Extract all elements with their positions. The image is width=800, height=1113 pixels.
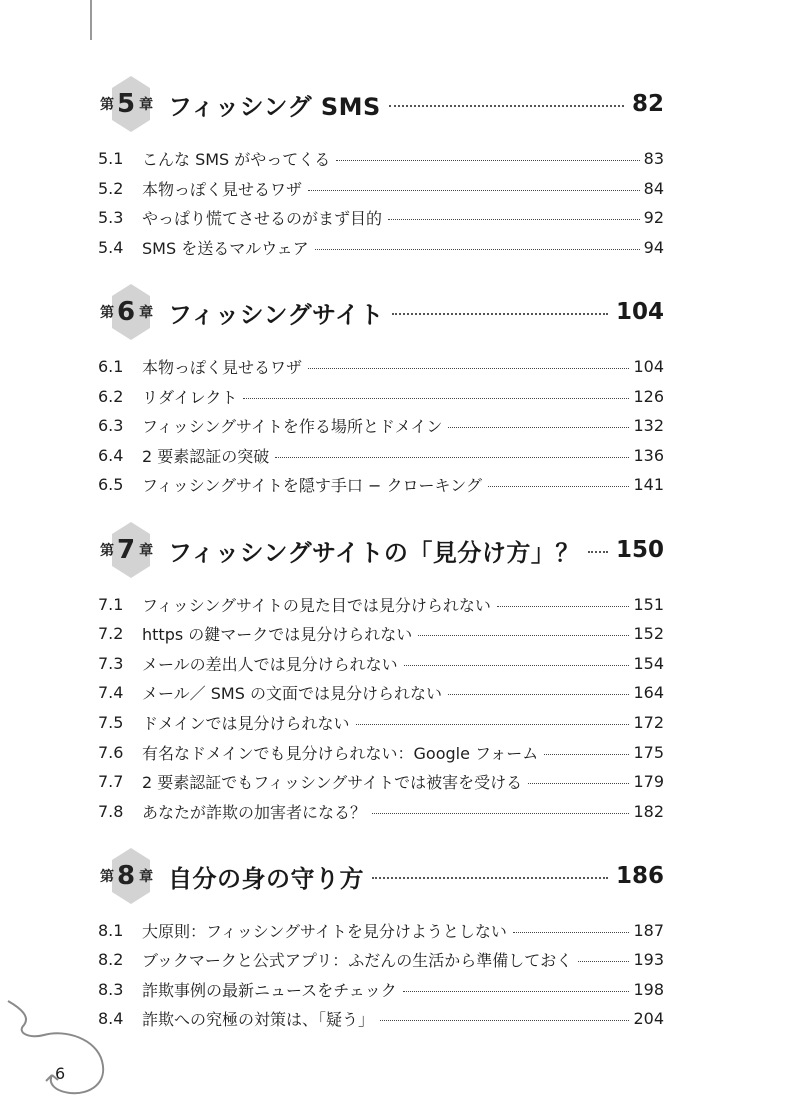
- dot-leader: [275, 457, 629, 458]
- chapter-badge: [98, 846, 164, 906]
- section-page: 104: [633, 356, 664, 376]
- section-page: 154: [633, 653, 664, 673]
- dot-leader: [588, 551, 608, 553]
- chapter-heading-7: [98, 520, 664, 580]
- section-title: フィッシングサイトを隠す手口 − クローキング: [142, 475, 482, 495]
- section-page: 83: [643, 148, 664, 168]
- chapter-title: 自分の身の守り方: [168, 864, 364, 893]
- section-page: 175: [633, 742, 664, 762]
- toc-entry: [98, 739, 664, 765]
- toc-entry: [98, 620, 664, 646]
- section-page: 164: [633, 682, 664, 702]
- dot-leader: [372, 877, 608, 879]
- section-page: 141: [633, 474, 664, 494]
- toc-entry: [98, 204, 664, 230]
- section-title: ブックマークと公式アプリ：ふだんの生活から準備しておく: [142, 950, 573, 970]
- section-number: 7.5: [98, 712, 124, 732]
- chapter-title: フィッシングサイト: [168, 300, 384, 329]
- section-page: 126: [633, 386, 664, 406]
- chapter-page: 150: [615, 537, 664, 563]
- section-title: 詐欺事例の最新ニュースをチェック: [142, 980, 397, 1000]
- chapter-heading-5: [98, 74, 664, 134]
- dot-leader: [544, 754, 629, 755]
- section-number: 5.4: [98, 237, 124, 257]
- section-number: 8.3: [98, 979, 124, 999]
- section-title: 大原則：フィッシングサイトを見分けようとしない: [142, 921, 507, 941]
- toc-entry: [98, 976, 664, 1002]
- fish-hook-icon: [4, 995, 114, 1100]
- section-title: あなたが詐欺の加害者になる？: [142, 802, 367, 822]
- dot-leader: [372, 813, 629, 814]
- section-page: 182: [633, 801, 664, 821]
- chapter-number: 7: [117, 535, 136, 565]
- toc-entry: [98, 383, 664, 409]
- section-number: 5.2: [98, 178, 124, 198]
- toc-entry: [98, 145, 664, 171]
- chapter-page: 82: [631, 91, 664, 117]
- section-number: 6.5: [98, 474, 124, 494]
- dot-leader: [388, 219, 640, 220]
- toc-entry: [98, 234, 664, 260]
- section-number: 5.3: [98, 207, 124, 227]
- dot-leader: [308, 190, 640, 191]
- section-page: 187: [633, 920, 664, 940]
- dot-leader: [336, 160, 639, 161]
- section-page: 132: [633, 415, 664, 435]
- page-number: 6: [55, 1064, 66, 1083]
- dot-leader: [448, 694, 629, 695]
- section-title: やっぱり慌てさせるのがまず目的: [142, 208, 383, 228]
- dot-leader: [403, 991, 630, 992]
- chapter-title: フィッシングサイトの「見分け方」？: [168, 538, 580, 567]
- section-title: 本物っぽく見せるワザ: [142, 357, 303, 377]
- section-number: 8.2: [98, 949, 124, 969]
- section-title: https の鍵マークでは見分けられない: [142, 624, 413, 644]
- dot-leader: [528, 783, 629, 784]
- dot-leader: [389, 105, 624, 107]
- section-number: 6.1: [98, 356, 124, 376]
- dot-leader: [380, 1020, 629, 1021]
- section-page: 198: [633, 979, 664, 999]
- section-title: フィッシングサイトを作る場所とドメイン: [142, 416, 443, 436]
- toc-entry: [98, 412, 664, 438]
- section-number: 8.4: [98, 1008, 124, 1028]
- dot-leader: [315, 249, 640, 250]
- section-page: 193: [633, 949, 664, 969]
- chapter-prefix: 第: [100, 869, 114, 885]
- chapter-number: 8: [117, 861, 136, 891]
- chapter-suffix: 章: [139, 869, 154, 885]
- section-number: 7.7: [98, 771, 124, 791]
- toc-entry: [98, 946, 664, 972]
- section-number: 7.1: [98, 594, 124, 614]
- section-page: 94: [643, 237, 664, 257]
- chapter-prefix: 第: [100, 543, 114, 559]
- chapter-heading-6: [98, 282, 664, 342]
- section-title: ドメインでは見分けられない: [142, 713, 350, 733]
- section-title: リダイレクト: [142, 387, 238, 407]
- toc-entry: [98, 709, 664, 735]
- section-number: 7.8: [98, 801, 124, 821]
- toc-entry: [98, 650, 664, 676]
- section-number: 5.1: [98, 148, 124, 168]
- chapter-suffix: 章: [139, 305, 154, 321]
- dot-leader: [497, 606, 630, 607]
- section-title: フィッシングサイトの見た目では見分けられない: [142, 595, 491, 615]
- section-title: こんな SMS がやってくる: [142, 149, 331, 169]
- chapter-suffix: 章: [139, 543, 154, 559]
- section-title: 有名なドメインでも見分けられない：Google フォーム: [142, 743, 539, 763]
- toc-entry: [98, 1005, 664, 1031]
- section-page: 136: [633, 445, 664, 465]
- toc-entry: [98, 917, 664, 943]
- top-margin-rule: [90, 0, 92, 40]
- section-page: 172: [633, 712, 664, 732]
- toc-entry: [98, 353, 664, 379]
- toc-entry: [98, 591, 664, 617]
- dot-leader: [488, 486, 629, 487]
- chapter-suffix: 章: [139, 97, 154, 113]
- section-number: 7.4: [98, 682, 124, 702]
- toc-entry: [98, 679, 664, 705]
- chapter-prefix: 第: [100, 97, 114, 113]
- section-page: 84: [643, 178, 664, 198]
- chapter-number: 6: [117, 297, 136, 327]
- section-page: 204: [633, 1008, 664, 1028]
- toc-entry: [98, 442, 664, 468]
- chapter-heading-8: [98, 846, 664, 906]
- chapter-badge: [98, 520, 164, 580]
- section-number: 7.3: [98, 653, 124, 673]
- chapter-number: 5: [117, 89, 136, 119]
- dot-leader: [308, 368, 629, 369]
- section-title: SMS を送るマルウェア: [142, 238, 309, 258]
- chapter-title: フィッシング SMS: [168, 92, 381, 121]
- dot-leader: [513, 932, 630, 933]
- dot-leader: [418, 635, 629, 636]
- chapter-badge: [98, 282, 164, 342]
- chapter-badge: [98, 74, 164, 134]
- toc-entry: [98, 471, 664, 497]
- section-number: 7.2: [98, 623, 124, 643]
- section-page: 151: [633, 594, 664, 614]
- section-page: 92: [643, 207, 664, 227]
- section-page: 152: [633, 623, 664, 643]
- dot-leader: [404, 665, 630, 666]
- dot-leader: [243, 398, 629, 399]
- section-number: 8.1: [98, 920, 124, 940]
- section-title: メール／ SMS の文面では見分けられない: [142, 683, 442, 703]
- section-number: 6.2: [98, 386, 124, 406]
- section-title: 2 要素認証でもフィッシングサイトでは被害を受ける: [142, 772, 523, 792]
- dot-leader: [578, 961, 629, 962]
- section-title: 詐欺への究極の対策は、「疑う」: [142, 1009, 375, 1029]
- dot-leader: [392, 313, 608, 315]
- chapter-page: 186: [615, 863, 664, 889]
- dot-leader: [356, 724, 630, 725]
- section-title: メールの差出人では見分けられない: [142, 654, 398, 674]
- chapter-page: 104: [615, 299, 664, 325]
- toc-entry: [98, 798, 664, 824]
- section-number: 7.6: [98, 742, 124, 762]
- section-number: 6.3: [98, 415, 124, 435]
- toc-entry: [98, 768, 664, 794]
- chapter-prefix: 第: [100, 305, 114, 321]
- section-number: 6.4: [98, 445, 124, 465]
- section-title: 本物っぽく見せるワザ: [142, 179, 303, 199]
- section-page: 179: [633, 771, 664, 791]
- toc-entry: [98, 175, 664, 201]
- dot-leader: [448, 427, 629, 428]
- section-title: 2 要素認証の突破: [142, 446, 270, 466]
